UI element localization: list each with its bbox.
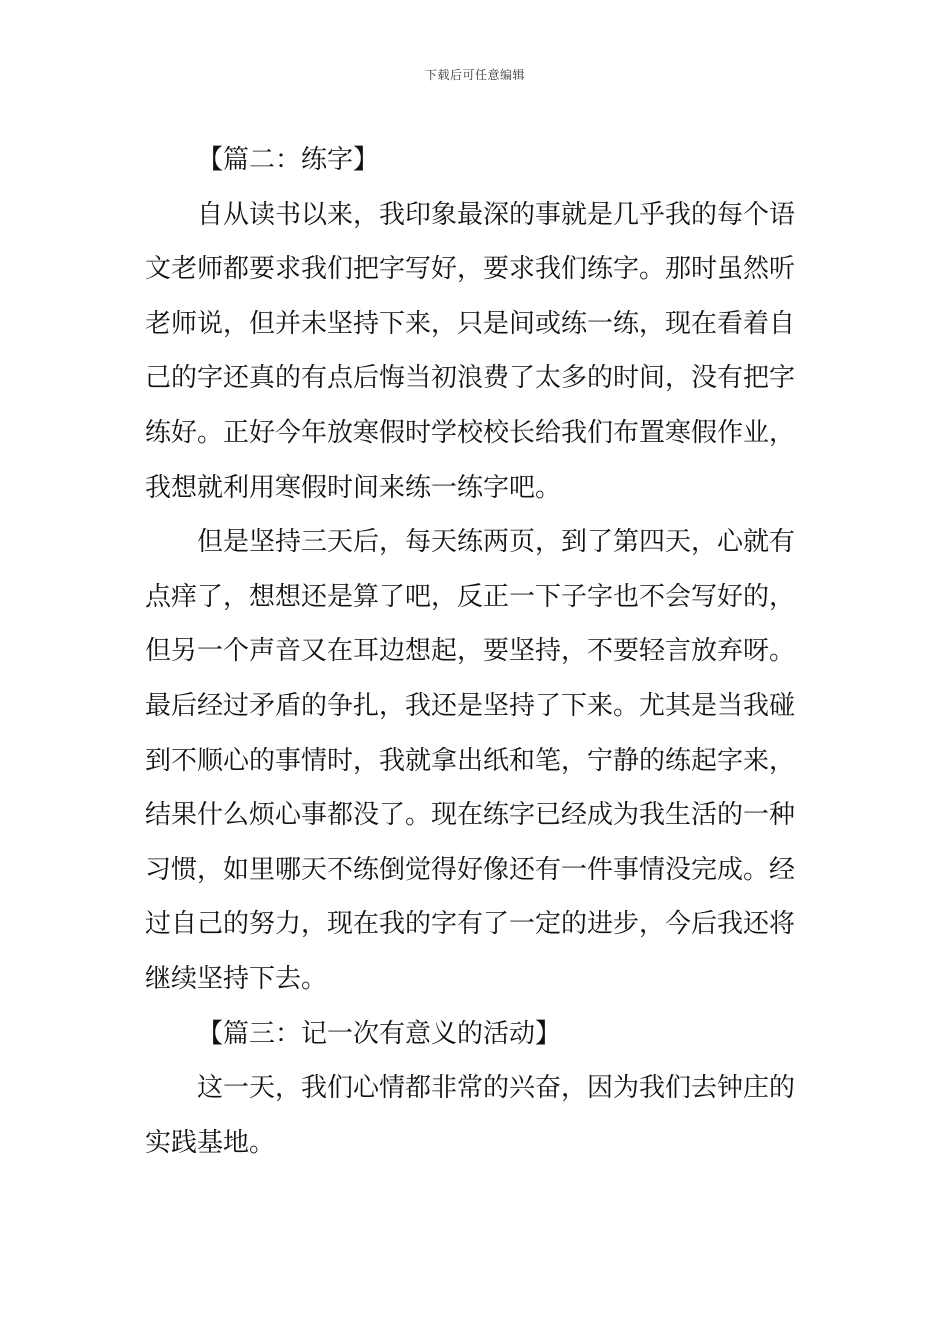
text-line: 结果什么烦心事都没了。现在练字已经成为我生活的一种 xyxy=(145,800,796,831)
text-line: 但是坚持三天后，每天练两页，到了第四天，心就有 xyxy=(197,527,796,558)
text-line: 但另一个声音又在耳边想起，要坚持，不要轻言放弃呀。 xyxy=(145,636,796,667)
document-body xyxy=(145,133,805,1170)
section-heading: 【篇二：练字】 xyxy=(197,145,380,175)
paragraph xyxy=(145,515,805,1006)
text-line: 实践基地。 xyxy=(145,1127,276,1158)
text-line: 继续坚持下去。 xyxy=(145,963,328,994)
section-heading: 【篇三：记一次有意义的活动】 xyxy=(197,1018,562,1049)
text-line: 到不顺心的事情时，我就拿出纸和笔，宁静的练起字来， xyxy=(145,745,796,776)
text-line: 我想就利用寒假时间来练一练字吧。 xyxy=(145,472,562,503)
text-line: 最后经过矛盾的争扎，我还是坚持了下来。尤其是当我碰 xyxy=(145,690,796,721)
header-note: 下载后可任意编辑 xyxy=(424,68,525,82)
paragraph xyxy=(145,1061,805,1170)
text-line: 习惯，如里哪天不练倒觉得好像还有一件事情没完成。经 xyxy=(145,854,796,885)
text-line: 过自己的努力，现在我的字有了一定的进步，今后我还将 xyxy=(145,909,796,940)
text-line: 点痒了，想想还是算了吧，反正一下子字也不会写好的， xyxy=(145,581,796,612)
text-line: 文老师都要求我们把字写好，要求我们练字。那时虽然听 xyxy=(145,254,796,285)
text-line: 自从读书以来，我印象最深的事就是几乎我的每个语 xyxy=(197,199,796,230)
text-line: 练好。正好今年放寒假时学校校长给我们布置寒假作业， xyxy=(145,417,796,448)
paragraph xyxy=(145,188,805,516)
text-line: 老师说，但并未坚持下来，只是间或练一练，现在看着自 xyxy=(145,308,796,339)
text-line: 己的字还真的有点后悔当初浪费了太多的时间，没有把字 xyxy=(145,363,796,394)
text-line: 这一天，我们心情都非常的兴奋，因为我们去钟庄的 xyxy=(197,1073,796,1104)
